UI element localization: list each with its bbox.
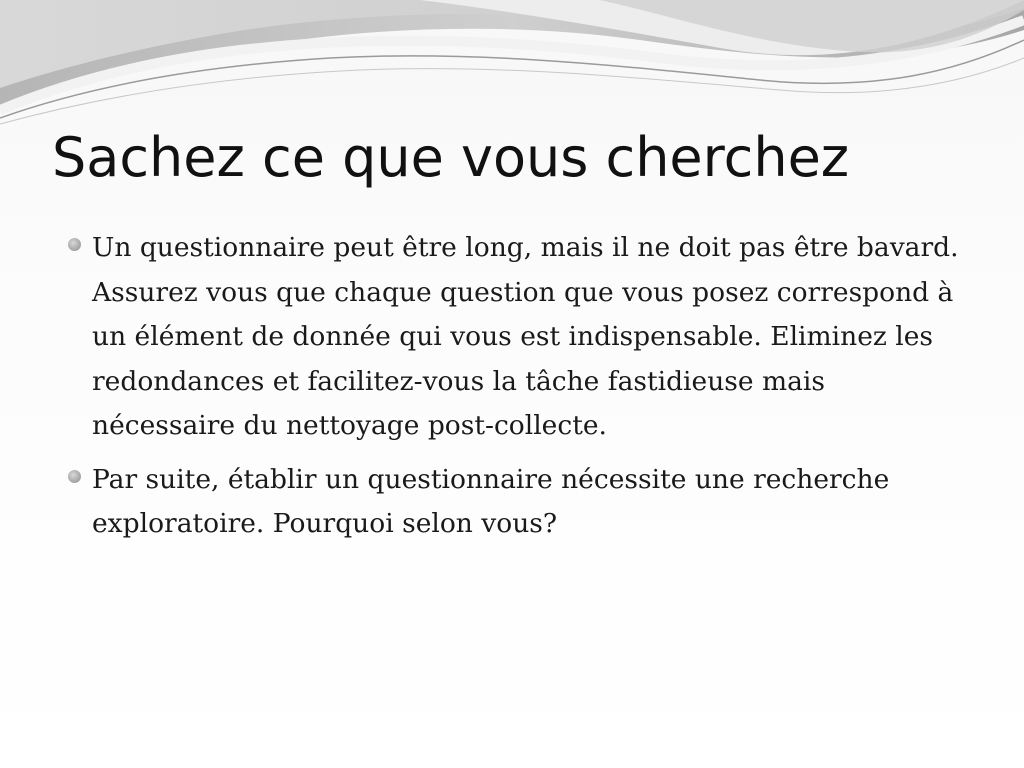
bullet-item xyxy=(92,458,972,547)
bullet-dot-icon xyxy=(68,238,81,251)
header-wave-decoration xyxy=(0,0,1024,140)
bullet-text: Par suite, établir un questionnaire nécessite une recherche exploratoire. Pourquoi selon vous? xyxy=(92,463,890,539)
bullet-text: Un questionnaire peut être long, mais il ne doit pas être bavard. Assurez vous que chaque question que vous posez correspond à un élément de donnée qui vous est indispensable. Eliminez les redondances et facilitez-vous la tâche fastidieuse mais nécessaire du nettoyage post-collecte. xyxy=(92,232,959,441)
bullet-dot-icon xyxy=(68,470,81,483)
slide-title: Sachez ce que vous cherchez xyxy=(52,126,850,189)
bullet-item xyxy=(92,226,972,449)
bullet-list xyxy=(92,226,972,556)
